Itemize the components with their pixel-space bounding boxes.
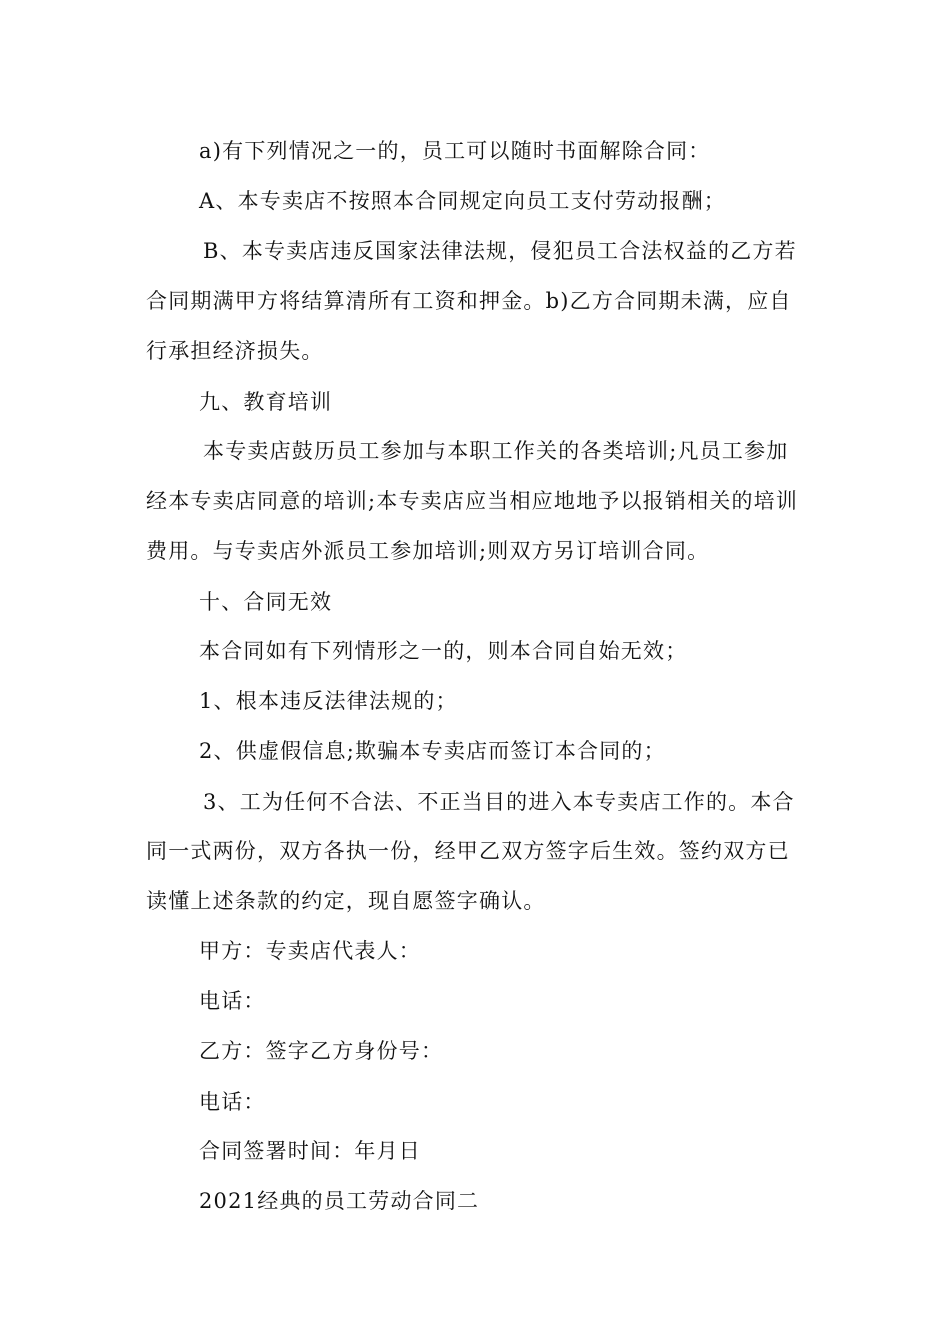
party-a-signature-line: 甲方：专卖店代表人： — [199, 939, 421, 963]
section-heading-training: 九、教育培训 — [199, 390, 333, 414]
clause-a-item-A: A、本专卖店不按照本合同规定向员工支付劳动报酬； — [199, 189, 726, 213]
training-paragraph-line2: 经本专卖店同意的培训;本专卖店应当相应地地予以报销相关的培训 — [146, 489, 799, 513]
invalid-item-1: 1、根本违反法律法规的； — [199, 689, 458, 713]
invalid-item-3-line1: 3、工为任何不合法、不正当目的进入本专卖店工作的。本合 — [203, 790, 795, 814]
training-paragraph-line1: 本专卖店鼓历员工参加与本职工作关的各类培训;凡员工参加 — [203, 439, 789, 463]
invalid-item-3-line3: 读懂上述条款的约定，现自愿签字确认。 — [146, 889, 546, 913]
training-paragraph-line3: 费用。与专卖店外派员工参加培训;则双方另订培训合同。 — [146, 539, 710, 563]
party-b-signature-line: 乙方：签字乙方身份号： — [199, 1039, 444, 1063]
party-a-phone-line: 电话： — [199, 989, 266, 1013]
clause-a-item-B-line3: 行承担经济损失。 — [146, 339, 324, 363]
next-contract-title: 2021经典的员工劳动合同二 — [199, 1189, 480, 1213]
invalid-intro: 本合同如有下列情形之一的，则本合同自始无效； — [199, 639, 688, 663]
section-heading-invalid: 十、合同无效 — [199, 590, 333, 614]
party-b-phone-line: 电话： — [199, 1090, 266, 1114]
clause-a-item-B-line1: B、本专卖店违反国家法律法规，侵犯员工合法权益的乙方若 — [203, 239, 797, 263]
invalid-item-3-line2: 同一式两份，双方各执一份，经甲乙双方签字后生效。签约双方已 — [146, 839, 790, 863]
signing-date-line: 合同签署时间：年月日 — [199, 1139, 421, 1163]
invalid-item-2: 2、供虚假信息;欺骗本专卖店而签订本合同的； — [199, 739, 666, 763]
clause-a-heading: a)有下列情况之一的，员工可以随时书面解除合同： — [199, 139, 711, 163]
clause-a-item-B-line2: 合同期满甲方将结算清所有工资和押金。b)乙方合同期未满，应自 — [146, 289, 792, 313]
